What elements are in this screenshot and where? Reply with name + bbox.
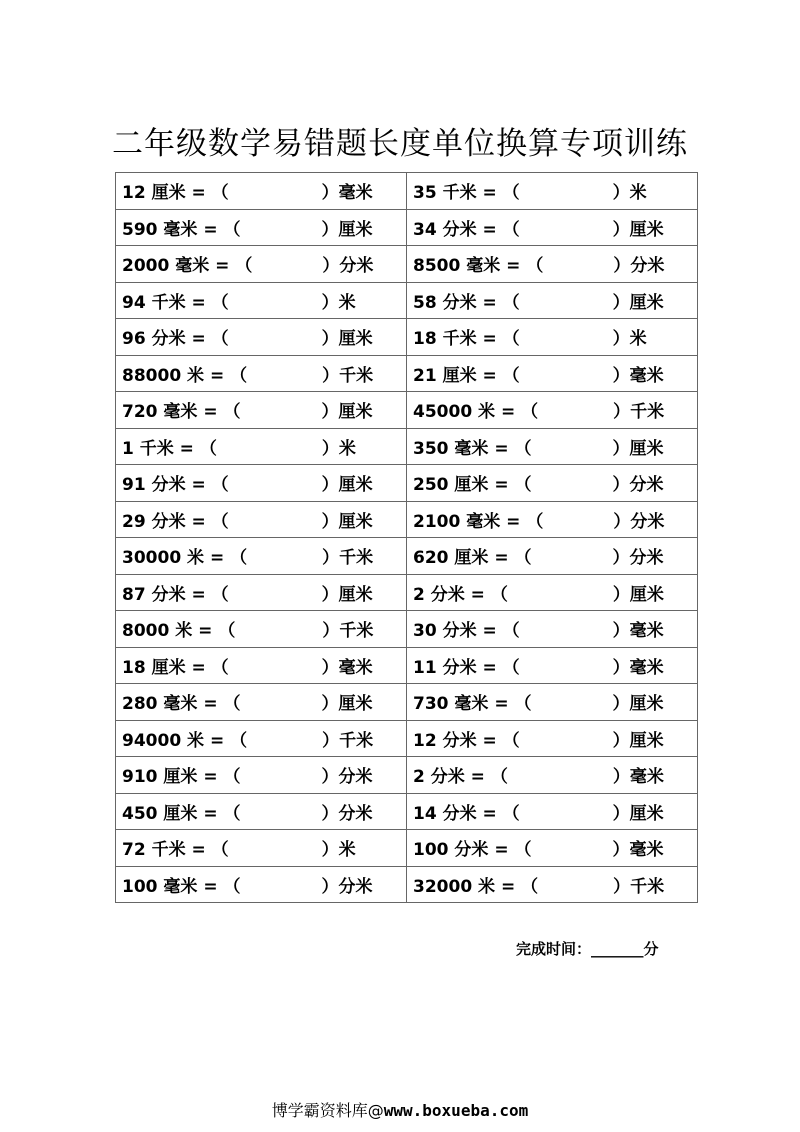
question-text: 29 分米 = （ (122, 511, 229, 532)
exercise-cell (116, 684, 407, 721)
exercise-cell (407, 793, 698, 830)
answer-unit: ）厘米 (612, 219, 664, 240)
exercise-cell (407, 209, 698, 246)
answer-unit: ）米 (321, 438, 356, 459)
site-name: 博学霸资料库@ (271, 1101, 384, 1120)
answer-unit: ）厘米 (612, 694, 664, 715)
table-row (116, 392, 698, 429)
exercise-cell (407, 830, 698, 867)
exercise-cell (116, 647, 407, 684)
exercise-cell (407, 611, 698, 648)
table-row (116, 866, 698, 903)
answer-unit: ）米 (612, 329, 647, 350)
question-text: 30000 米 = （ (122, 548, 248, 569)
exercise-cell (116, 538, 407, 575)
exercise-cell (116, 574, 407, 611)
exercise-cell (407, 319, 698, 356)
table-row (116, 647, 698, 684)
question-text: 91 分米 = （ (122, 475, 229, 496)
question-text: 350 毫米 = （ (413, 438, 532, 459)
question-text: 730 毫米 = （ (413, 694, 532, 715)
exercise-cell (116, 501, 407, 538)
question-text: 2 分米 = （ (413, 584, 508, 605)
question-text: 96 分米 = （ (122, 329, 229, 350)
exercise-cell (407, 574, 698, 611)
question-text: 45000 米 = （ (413, 402, 539, 423)
answer-unit: ）米 (612, 183, 647, 204)
answer-unit: ）千米 (322, 548, 374, 569)
exercise-cell (407, 684, 698, 721)
question-text: 21 厘米 = （ (413, 365, 520, 386)
answer-unit: ）厘米 (321, 694, 373, 715)
answer-unit: ）分米 (321, 767, 373, 788)
answer-unit: ）厘米 (612, 292, 664, 313)
table-row (116, 501, 698, 538)
exercise-cell (407, 538, 698, 575)
question-text: 910 厘米 = （ (122, 767, 241, 788)
table-row (116, 538, 698, 575)
answer-unit: ）厘米 (612, 730, 664, 751)
exercise-cell (116, 246, 407, 283)
page-title: 二年级数学易错题长度单位换算专项训练 (112, 126, 688, 162)
answer-unit: ）厘米 (612, 438, 664, 459)
exercise-cell (116, 392, 407, 429)
question-text: 35 千米 = （ (413, 183, 520, 204)
answer-unit: ）厘米 (321, 475, 373, 496)
exercise-cell (407, 465, 698, 502)
question-text: 590 毫米 = （ (122, 219, 241, 240)
answer-unit: ）分米 (613, 511, 665, 532)
table-row (116, 574, 698, 611)
exercise-cell (116, 209, 407, 246)
table-row (116, 355, 698, 392)
question-text: 1 千米 = （ (122, 438, 217, 459)
table-row (116, 830, 698, 867)
question-text: 8000 米 = （ (122, 621, 236, 642)
question-text: 14 分米 = （ (413, 803, 520, 824)
exercise-cell (116, 282, 407, 319)
answer-unit: ）毫米 (321, 183, 373, 204)
answer-unit: ）千米 (322, 621, 374, 642)
exercise-cell (116, 428, 407, 465)
exercise-cell (407, 246, 698, 283)
question-text: 2 分米 = （ (413, 767, 508, 788)
exercise-cell (407, 866, 698, 903)
answer-unit: ）分米 (612, 548, 664, 569)
table-row (116, 684, 698, 721)
exercise-cell (116, 830, 407, 867)
table-row (116, 246, 698, 283)
exercise-cell (116, 319, 407, 356)
answer-unit: ）千米 (322, 365, 374, 386)
site-footer (0, 1098, 800, 1121)
question-text: 2100 毫米 = （ (413, 511, 544, 532)
table-row (116, 611, 698, 648)
question-text: 30 分米 = （ (413, 621, 520, 642)
question-text: 72 千米 = （ (122, 840, 229, 861)
exercise-cell (116, 355, 407, 392)
answer-unit: ）毫米 (612, 365, 664, 386)
exercise-cell (116, 720, 407, 757)
exercise-cell (116, 793, 407, 830)
answer-unit: ）毫米 (612, 621, 664, 642)
exercise-cell (407, 355, 698, 392)
answer-unit: ）毫米 (321, 657, 373, 678)
question-text: 18 厘米 = （ (122, 657, 229, 678)
answer-unit: ）厘米 (321, 329, 373, 350)
question-text: 720 毫米 = （ (122, 402, 241, 423)
answer-unit: ）分米 (322, 256, 374, 277)
exercise-cell (407, 282, 698, 319)
question-text: 12 分米 = （ (413, 730, 520, 751)
exercise-cell (407, 392, 698, 429)
completion-time-label: 完成时间：_______分 (516, 940, 659, 958)
question-text: 18 千米 = （ (413, 329, 520, 350)
answer-unit: ）毫米 (612, 767, 664, 788)
question-text: 12 厘米 = （ (122, 183, 229, 204)
question-text: 280 毫米 = （ (122, 694, 241, 715)
answer-unit: ）分米 (613, 256, 665, 277)
question-text: 2000 毫米 = （ (122, 256, 253, 277)
question-text: 620 厘米 = （ (413, 548, 532, 569)
table-row (116, 757, 698, 794)
answer-unit: ）分米 (321, 803, 373, 824)
table-row (116, 173, 698, 210)
answer-unit: ）厘米 (321, 219, 373, 240)
table-row (116, 793, 698, 830)
exercise-table (115, 172, 698, 903)
exercise-cell (407, 173, 698, 210)
answer-unit: ）米 (321, 292, 356, 313)
question-text: 94000 米 = （ (122, 730, 248, 751)
table-row (116, 282, 698, 319)
answer-unit: ）厘米 (612, 584, 664, 605)
answer-unit: ）厘米 (321, 511, 373, 532)
table-row (116, 465, 698, 502)
answer-unit: ）毫米 (612, 657, 664, 678)
question-text: 32000 米 = （ (413, 876, 539, 897)
table-row (116, 319, 698, 356)
exercise-cell (407, 647, 698, 684)
question-text: 8500 毫米 = （ (413, 256, 544, 277)
answer-unit: ）厘米 (321, 584, 373, 605)
exercise-cell (407, 428, 698, 465)
question-text: 100 毫米 = （ (122, 876, 241, 897)
question-text: 58 分米 = （ (413, 292, 520, 313)
answer-unit: ）千米 (613, 402, 665, 423)
answer-unit: ）毫米 (612, 840, 664, 861)
answer-unit: ）千米 (322, 730, 374, 751)
answer-unit: ）分米 (321, 876, 373, 897)
exercise-cell (116, 465, 407, 502)
exercise-cell (116, 173, 407, 210)
question-text: 34 分米 = （ (413, 219, 520, 240)
question-text: 250 厘米 = （ (413, 475, 532, 496)
table-row (116, 209, 698, 246)
answer-unit: ）千米 (613, 876, 665, 897)
exercise-cell (116, 611, 407, 648)
exercise-cell (116, 866, 407, 903)
table-row (116, 428, 698, 465)
question-text: 87 分米 = （ (122, 584, 229, 605)
exercise-cell (116, 757, 407, 794)
exercise-cell (407, 720, 698, 757)
answer-unit: ）分米 (612, 475, 664, 496)
question-text: 11 分米 = （ (413, 657, 520, 678)
question-text: 450 厘米 = （ (122, 803, 241, 824)
answer-unit: ）厘米 (612, 803, 664, 824)
question-text: 100 分米 = （ (413, 840, 532, 861)
question-text: 94 千米 = （ (122, 292, 229, 313)
question-text: 88000 米 = （ (122, 365, 248, 386)
answer-unit: ）米 (321, 840, 356, 861)
exercise-cell (407, 501, 698, 538)
answer-unit: ）厘米 (321, 402, 373, 423)
exercise-cell (407, 757, 698, 794)
site-url: www.boxueba.com (383, 1101, 529, 1120)
table-row (116, 720, 698, 757)
